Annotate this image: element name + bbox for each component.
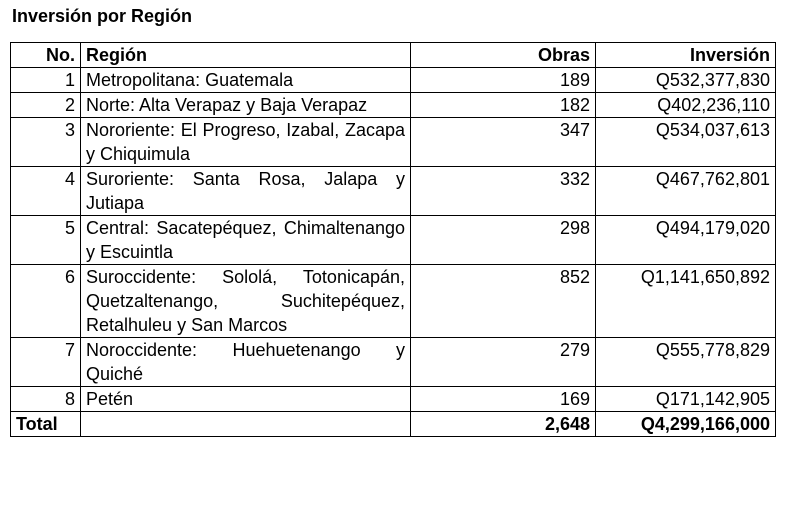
header-no: No. [11, 43, 81, 68]
total-inversion: Q4,299,166,000 [596, 412, 776, 437]
table-row [11, 338, 776, 387]
page-title: Inversión por Región [12, 6, 193, 26]
cell-obras: 298 [411, 216, 596, 265]
cell-obras: 182 [411, 93, 596, 118]
header-region: Región [81, 43, 411, 68]
header-inversion: Inversión [596, 43, 776, 68]
cell-obras: 347 [411, 118, 596, 167]
total-obras: 2,648 [411, 412, 596, 437]
cell-region: Noroccidente: Huehuetenango y Quiché [81, 338, 411, 387]
cell-no: 5 [11, 216, 81, 265]
cell-region: Norte: Alta Verapaz y Baja Verapaz [81, 93, 411, 118]
cell-region: Suroriente: Santa Rosa, Jalapa y Jutiapa [81, 167, 411, 216]
cell-inversion: Q402,236,110 [596, 93, 776, 118]
cell-no: 6 [11, 265, 81, 338]
table-row [11, 216, 776, 265]
table-row [11, 387, 776, 412]
total-label: Total [11, 412, 81, 437]
cell-inversion: Q555,778,829 [596, 338, 776, 387]
cell-inversion: Q171,142,905 [596, 387, 776, 412]
table-header-row [11, 43, 776, 68]
cell-region: Suroccidente: Sololá, Totonicapán, Quetzaltenango, Suchitepéquez, Retalhuleu y San Marcos [81, 265, 411, 338]
total-region [81, 412, 411, 437]
cell-inversion: Q534,037,613 [596, 118, 776, 167]
table-row [11, 93, 776, 118]
table-row [11, 118, 776, 167]
table-row [11, 265, 776, 338]
table-total-row [11, 412, 776, 437]
header-obras: Obras [411, 43, 596, 68]
cell-no: 4 [11, 167, 81, 216]
cell-no: 8 [11, 387, 81, 412]
table-row [11, 167, 776, 216]
cell-inversion: Q494,179,020 [596, 216, 776, 265]
cell-obras: 332 [411, 167, 596, 216]
table-row [11, 68, 776, 93]
cell-no: 3 [11, 118, 81, 167]
cell-region: Central: Sacatepéquez, Chimaltenango y Escuintla [81, 216, 411, 265]
cell-region: Petén [81, 387, 411, 412]
cell-obras: 279 [411, 338, 596, 387]
cell-inversion: Q467,762,801 [596, 167, 776, 216]
cell-region: Metropolitana: Guatemala [81, 68, 411, 93]
cell-no: 7 [11, 338, 81, 387]
cell-inversion: Q532,377,830 [596, 68, 776, 93]
cell-no: 2 [11, 93, 81, 118]
cell-obras: 189 [411, 68, 596, 93]
cell-inversion: Q1,141,650,892 [596, 265, 776, 338]
cell-no: 1 [11, 68, 81, 93]
cell-region: Nororiente: El Progreso, Izabal, Zacapa y Chiquimula [81, 118, 411, 167]
investment-table [10, 42, 776, 437]
cell-obras: 169 [411, 387, 596, 412]
cell-obras: 852 [411, 265, 596, 338]
